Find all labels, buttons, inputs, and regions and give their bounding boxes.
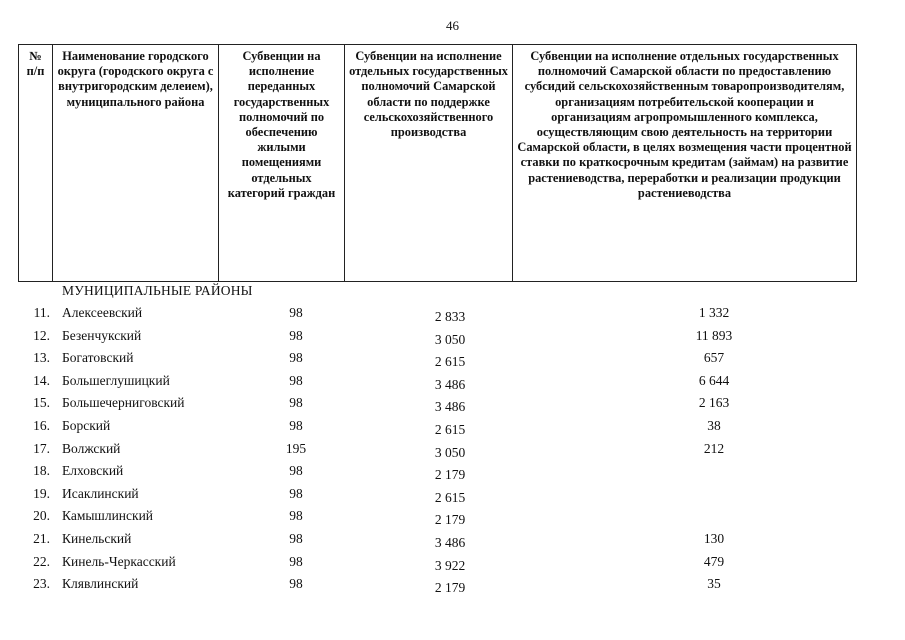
row-name: Елховский (62, 463, 124, 479)
row-agriculture-value: 3 050 (434, 444, 466, 460)
header-housing-subvention: Субвенции на исполнение переданных государственных полномочий по обеспечению жилыми помещениями отдельных категорий граждан (219, 45, 345, 282)
row-agriculture-value: 2 179 (434, 512, 466, 528)
header-interest-subsidy-subvention: Субвенции на исполнение отдельных государственных полномочий Самарской области по предоставлению субсидий сельскохозяйственным товаропроизводителям, организациям потребительской кооперации и организациям агропромышленного комплекса, осуществляющим свою деятельность на территории Самарской области, в целях возмещения части процентной ставки по краткосрочным кредитам (займам) на развитие растениеводства, переработки и реализации продукции растениеводства (513, 45, 857, 282)
row-name: Безенчукский (62, 327, 142, 343)
row-housing-value: 98 (289, 395, 303, 411)
row-agriculture-value: 2 179 (434, 467, 466, 483)
row-name: Кинельский (62, 530, 132, 546)
table-row (0, 483, 905, 506)
row-name: Клявлинский (62, 576, 139, 592)
row-number: 21. (33, 530, 50, 546)
row-housing-value: 98 (289, 350, 303, 366)
row-number: 13. (33, 350, 50, 366)
row-number: 17. (33, 440, 50, 456)
row-interest-subsidy-value: 2 163 (698, 395, 730, 411)
row-agriculture-value: 2 615 (434, 421, 466, 437)
table-row (0, 460, 905, 483)
row-name: Исаклинский (62, 485, 139, 501)
row-housing-value: 98 (289, 530, 303, 546)
row-interest-subsidy-value: 1 332 (698, 305, 730, 320)
row-number: 16. (33, 417, 50, 433)
row-agriculture-value: 2 615 (434, 489, 466, 505)
row-name: Кинель-Черкасский (62, 553, 176, 569)
row-housing-value: 195 (285, 440, 307, 456)
row-interest-subsidy-value: 130 (703, 530, 725, 546)
table-row (0, 573, 905, 596)
table-header (18, 44, 857, 282)
row-agriculture-value: 2 833 (434, 309, 466, 324)
row-name: Богатовский (62, 350, 134, 366)
row-number: 18. (33, 463, 50, 479)
row-number: 20. (33, 508, 50, 524)
row-number: 23. (33, 576, 50, 592)
row-name: Большеглушицкий (62, 372, 170, 388)
row-name: Большечерниговский (62, 395, 185, 411)
page-number: 46 (446, 18, 459, 33)
row-interest-subsidy-value: 38 (707, 417, 721, 433)
row-housing-value: 98 (289, 553, 303, 569)
row-housing-value: 98 (289, 576, 303, 592)
row-housing-value: 98 (289, 327, 303, 343)
table-row (0, 505, 905, 528)
row-interest-subsidy-value: 479 (703, 553, 725, 569)
table-row (0, 528, 905, 551)
row-agriculture-value: 3 050 (434, 331, 466, 347)
row-housing-value: 98 (289, 305, 303, 320)
row-name: Алексеевский (62, 305, 143, 320)
table-body (0, 302, 905, 596)
row-agriculture-value: 2 179 (434, 580, 466, 596)
row-housing-value: 98 (289, 372, 303, 388)
header-agriculture-subvention: Субвенции на исполнение отдельных государственных полномочий Самарской области по поддержке сельскохозяйственного производства (345, 45, 513, 282)
row-interest-subsidy-value: 11 893 (695, 327, 733, 343)
row-housing-value: 98 (289, 463, 303, 479)
row-number: 14. (33, 372, 50, 388)
row-number: 19. (33, 485, 50, 501)
row-name: Борский (62, 417, 111, 433)
table-row (0, 392, 905, 415)
row-name: Камышлинский (62, 508, 154, 524)
row-interest-subsidy-value: 6 644 (698, 372, 730, 388)
row-number: 22. (33, 553, 50, 569)
row-agriculture-value: 3 486 (434, 399, 466, 415)
table-row (0, 325, 905, 348)
row-housing-value: 98 (289, 417, 303, 433)
row-number: 12. (33, 327, 50, 343)
section-title: МУНИЦИПАЛЬНЫЕ РАЙОНЫ (62, 283, 253, 298)
table-row (0, 415, 905, 438)
row-number: 11. (33, 305, 50, 320)
row-agriculture-value: 2 615 (434, 354, 466, 370)
row-name: Волжский (62, 440, 121, 456)
table-row (0, 370, 905, 393)
row-agriculture-value: 3 922 (434, 557, 466, 573)
row-housing-value: 98 (289, 508, 303, 524)
row-interest-subsidy-value: 212 (703, 440, 725, 456)
row-interest-subsidy-value: 35 (707, 576, 721, 592)
row-interest-subsidy-value: 657 (703, 350, 725, 366)
table-row (0, 302, 905, 325)
row-agriculture-value: 3 486 (434, 376, 466, 392)
table-row (0, 438, 905, 461)
row-agriculture-value: 3 486 (434, 534, 466, 550)
header-number: № п/п (19, 45, 53, 282)
header-name: Наименование городского округа (городского округа с внутригородским делеием), муниципального района (53, 45, 219, 282)
row-number: 15. (33, 395, 50, 411)
table-row (0, 347, 905, 370)
row-housing-value: 98 (289, 485, 303, 501)
table-row (0, 551, 905, 574)
